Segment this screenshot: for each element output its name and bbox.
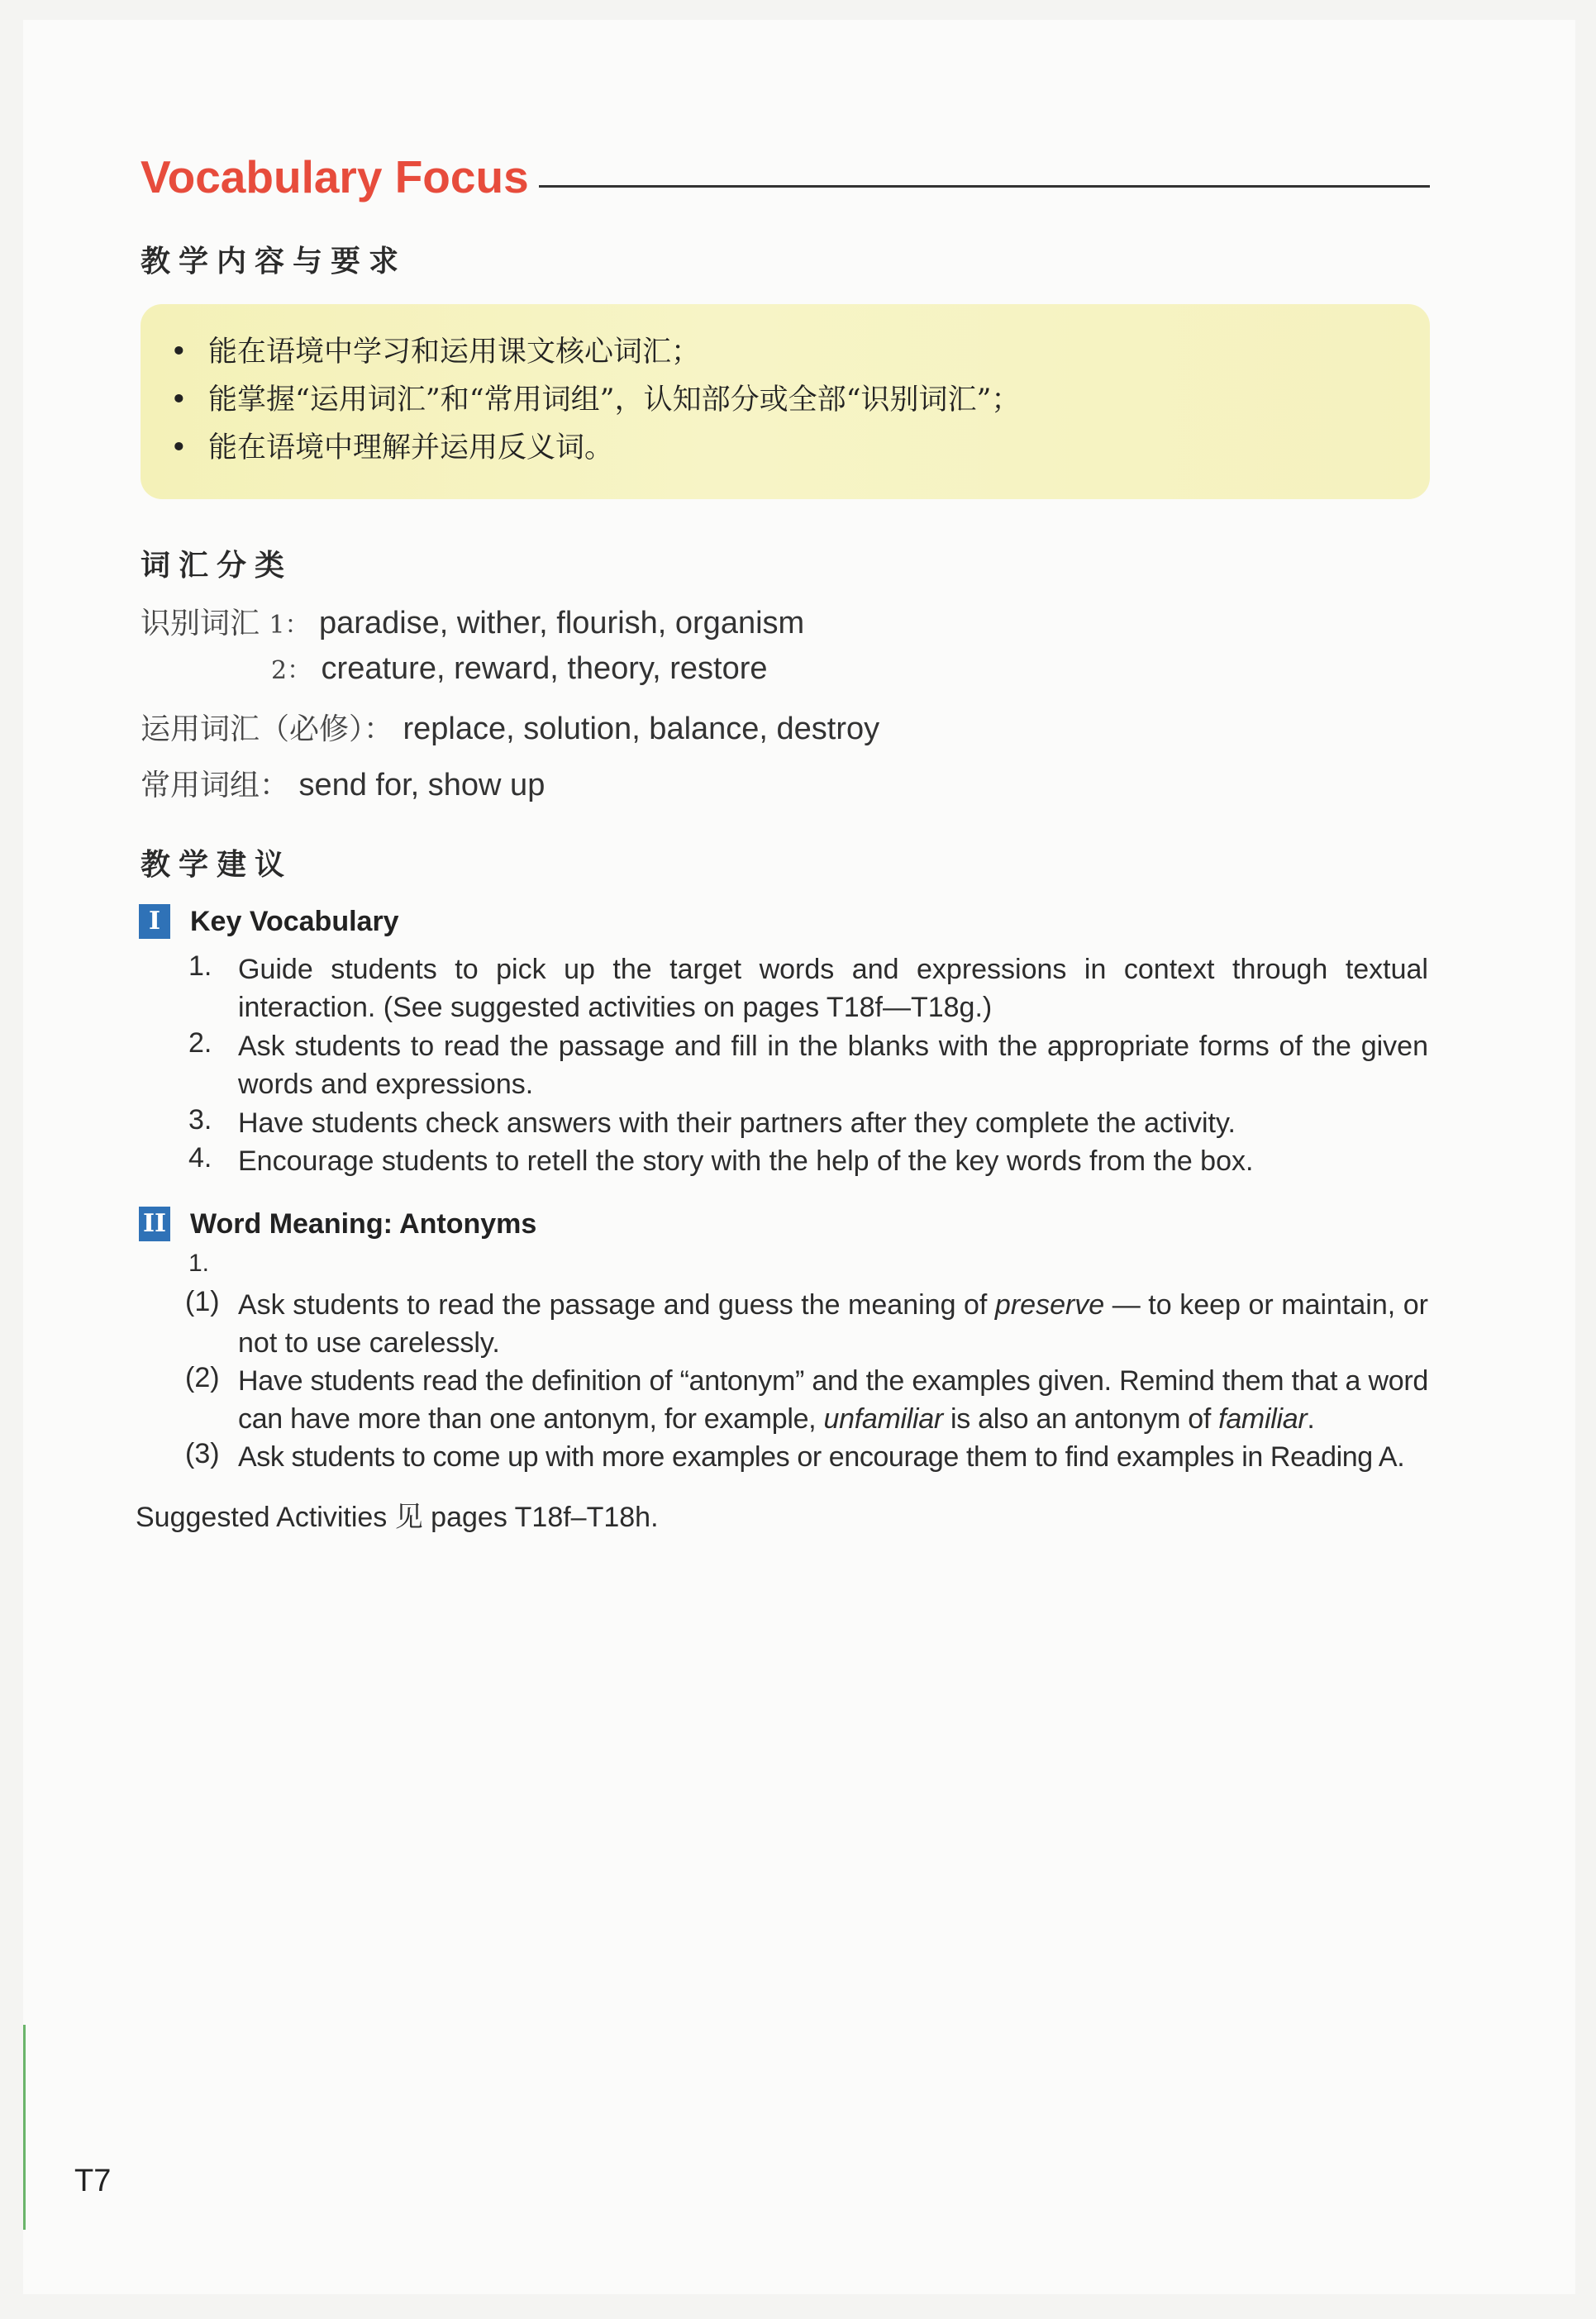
bullet-icon: •	[170, 431, 188, 464]
suggested-activities: Suggested Activities 见 pages T18f–T18h.	[136, 1502, 659, 1533]
title-rule	[539, 185, 1430, 188]
page-title: Vocabulary Focus	[141, 151, 529, 202]
section-heading-requirements: 教学内容与要求	[141, 245, 407, 279]
list-item: 3. Have students check answers with their partners after they complete the activity.	[188, 1104, 1236, 1139]
apply-row: 运用词汇（必修）： replace, solution, balance, destroy	[141, 712, 880, 746]
section-badge-II: II	[139, 1207, 170, 1241]
phrases-row: 常用词组： send for, show up	[141, 768, 545, 802]
section-heading-suggestions: 教学建议	[141, 848, 293, 882]
sub-item: (3) Ask students to come up with more examples or encourage them to find examples in Reading A.	[185, 1438, 1405, 1473]
sub-item: (1) Ask students to read the passage and guess the meaning of preserve — to keep or maintain, or not to use carelessly.	[185, 1286, 1428, 1359]
recognize-row-2: 2： creature, reward, theory, restore	[271, 651, 768, 686]
requirements-box	[141, 304, 1430, 499]
sub-item: (2) Have students read the definition of “antonym” and the examples given. Remind them that a word can have more than one antonym, for example, unfamiliar is also an antonym of familiar.	[185, 1362, 1428, 1435]
title-row	[141, 150, 1430, 208]
section-title: Word Meaning: Antonyms	[190, 1208, 537, 1240]
section-title: Key Vocabulary	[190, 906, 399, 937]
list-item-number: 1.	[188, 1250, 210, 1277]
list-item: 4. Encourage students to retell the story with the help of the key words from the box.	[188, 1142, 1254, 1177]
bullet-icon: •	[170, 383, 188, 417]
bullet-icon: •	[170, 336, 188, 369]
section-badge-I: I	[139, 904, 170, 939]
section-heading-classification: 词汇分类	[141, 549, 293, 583]
requirement-item: • 能在语境中理解并运用反义词。	[170, 431, 614, 464]
requirement-item: • 能在语境中学习和运用课文核心词汇；	[170, 336, 701, 369]
recognize-row-1: 识别词汇 1： paradise, wither, flourish, organism	[141, 606, 805, 640]
list-item: 1. Guide students to pick up the target words and expressions in context through textual interaction. (See suggested activities on pages T18f—T18g.)	[188, 950, 1428, 1023]
page-number: T7	[74, 2164, 112, 2198]
requirement-item: • 能掌握“运用词汇”和“常用词组”，认知部分或全部“识别词汇”；	[170, 383, 1021, 417]
list-item: 2. Ask students to read the passage and fill in the blanks with the appropriate forms of the given words and expressions.	[188, 1027, 1428, 1100]
margin-rule	[23, 2025, 26, 2230]
